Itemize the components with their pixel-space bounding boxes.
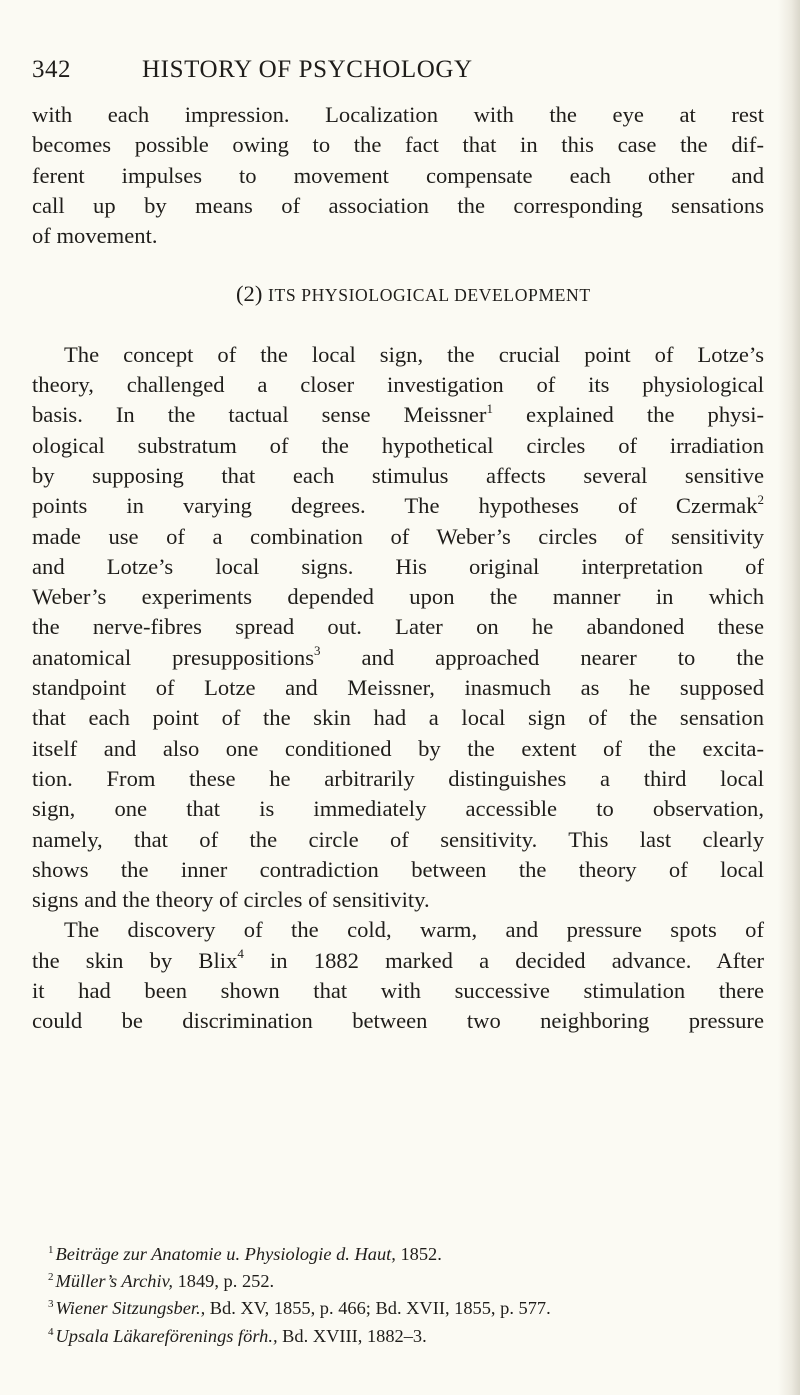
text-line <box>32 946 764 976</box>
paragraph-3 <box>32 915 764 1036</box>
text-line: with each impression. Localization with the eye at rest <box>32 102 764 127</box>
text-line: Weber’s experiments depended upon the manner in which <box>32 584 764 610</box>
body-text <box>32 100 764 1037</box>
text-line: it had been shown that with successive stimulation there <box>32 978 764 1004</box>
text-line: made use of a combination of Weber’s circles of sensitivity <box>32 523 764 549</box>
footnotes <box>48 1242 768 1351</box>
text-line <box>32 400 764 430</box>
text-line: standpoint of Lotze and Meissner, inasmuch as he supposed <box>32 675 764 701</box>
footnote-mark: 2 <box>48 1271 54 1284</box>
text-line: that each point of the skin had a local sign of the sensation <box>32 705 764 731</box>
text-segment: points in varying degrees. The hypotheses of Czermak <box>32 493 758 519</box>
running-header <box>32 56 732 92</box>
footnote-4 <box>48 1324 768 1351</box>
footnote-ref-1[interactable]: 1 <box>486 400 493 416</box>
text-line: tion. From these he arbitrarily distinguishes a third local <box>32 765 764 791</box>
text-line: shows the inner contradiction between the theory of local <box>32 856 764 882</box>
text-line: and Lotze’s local signs. His original interpretation of <box>32 553 764 579</box>
text-line: ferent impulses to movement compensate each other and <box>32 162 764 188</box>
footnote-2 <box>48 1269 768 1296</box>
text-line: call up by means of association the corresponding sensations <box>32 192 764 218</box>
footnote-detail: 1852. <box>395 1244 442 1264</box>
text-line: itself and also one conditioned by the extent of the excita- <box>32 735 764 761</box>
paragraph-2 <box>32 340 764 916</box>
footnote-detail: Bd. XV, 1855, p. 466; Bd. XVII, 1855, p. 577. <box>205 1298 551 1319</box>
section-number: (2) <box>236 281 263 307</box>
footnote-ref-2[interactable]: 2 <box>757 491 764 507</box>
text-line <box>32 491 764 521</box>
footnote-detail: Bd. XVIII, 1882–3. <box>277 1325 427 1346</box>
footnote-1 <box>48 1242 768 1269</box>
text-line: ological substratum of the hypothetical circles of irradiation <box>32 432 764 458</box>
text-line <box>32 643 764 673</box>
text-line: signs and the theory of circles of sensitivity. <box>32 887 430 913</box>
text-segment: explained the physi- <box>492 402 765 428</box>
text-line: could be discrimination between two neighboring pressure <box>32 1008 764 1034</box>
footnote-mark: 4 <box>48 1325 54 1338</box>
section-title: ITS PHYSIOLOGICAL DEVELOPMENT <box>268 285 591 306</box>
text-line: by supposing that each stimulus affects several sensitive <box>32 462 764 488</box>
section-heading <box>32 279 764 310</box>
text-line: the nerve-fibres spread out. Later on he abandoned these <box>32 614 764 640</box>
footnote-ref-4[interactable]: 4 <box>237 946 244 962</box>
footnote-source-title: Upsala Läkareförenings förh., <box>55 1325 278 1346</box>
footnote-3 <box>48 1296 768 1323</box>
footnote-mark: 1 <box>48 1244 54 1256</box>
text-line: becomes possible owing to the fact that in this case the dif- <box>32 132 764 158</box>
footnote-ref-3[interactable]: 3 <box>313 643 321 659</box>
footnote-source-title: Müller’s Archiv, <box>55 1271 173 1292</box>
text-line: of movement. <box>32 223 158 249</box>
text-segment: in 1882 marked a decided advance. After <box>243 947 764 973</box>
text-segment: anatomical presuppositions <box>32 644 314 670</box>
text-line: The concept of the local sign, the crucial point of Lotze’s <box>64 341 764 367</box>
footnote-mark: 3 <box>48 1298 54 1311</box>
text-line: The discovery of the cold, warm, and pressure spots of <box>64 917 764 943</box>
footnote-source-title: Beiträge zur Anatomie u. Physiologie d. Haut, <box>55 1244 396 1264</box>
footnote-detail: 1849, p. 252. <box>172 1271 275 1292</box>
paragraph-1 <box>32 100 764 251</box>
page-number: 342 <box>32 56 71 83</box>
text-segment: the skin by Blix <box>32 947 238 973</box>
footnote-source-title: Wiener Sitzungsber., <box>55 1298 206 1319</box>
text-line: namely, that of the circle of sensitivity. This last clearly <box>32 826 764 852</box>
text-segment: basis. In the tactual sense Meissner <box>32 402 487 428</box>
text-segment: and approached nearer to the <box>320 644 764 670</box>
page-edge-shadow <box>778 0 800 1395</box>
running-title: HISTORY OF PSYCHOLOGY <box>142 56 473 83</box>
text-line: theory, challenged a closer investigation of its physiological <box>32 372 764 398</box>
text-line: sign, one that is immediately accessible to observation, <box>32 796 764 822</box>
